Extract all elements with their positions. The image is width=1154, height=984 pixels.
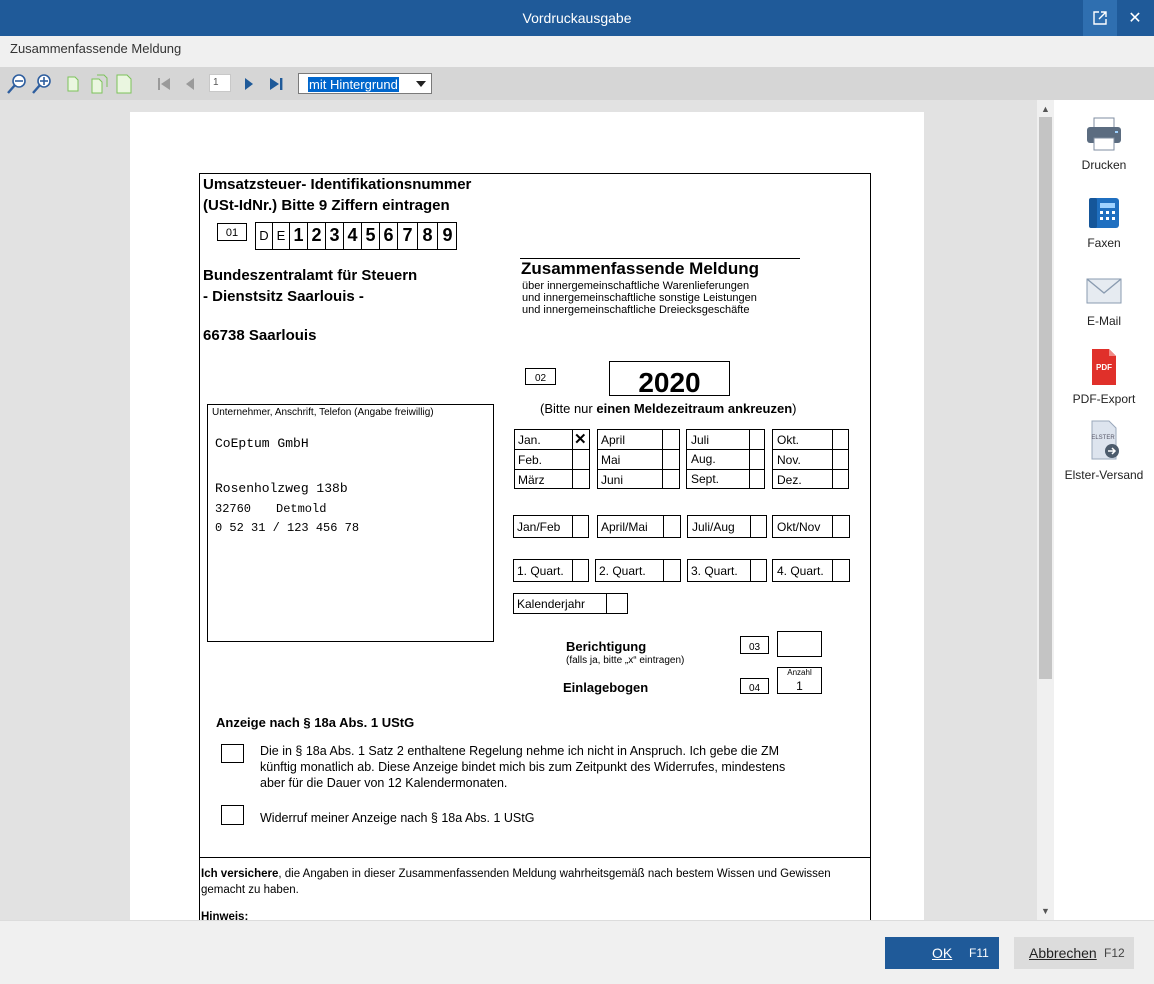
tax-office-name: Bundeszentralamt für Steuern [203, 267, 418, 284]
grid-line [750, 516, 751, 537]
grid-line [663, 560, 664, 581]
period-q4 [772, 559, 850, 582]
grid-line [515, 469, 589, 470]
page-icon [67, 76, 79, 92]
close-icon: ✕ [1128, 10, 1142, 27]
cancel-button[interactable] [1014, 937, 1134, 969]
viewer-toolbar [0, 67, 1154, 100]
zoom-in-icon [31, 73, 53, 95]
pdf-icon-text: PDF [1096, 363, 1112, 372]
ok-button[interactable] [885, 937, 999, 969]
print-button[interactable] [1054, 116, 1154, 172]
chevron-down-icon [416, 81, 426, 87]
zm-subtitle-2: und innergemeinschaftliche sonstige Leistungen [522, 292, 757, 304]
page-number-input[interactable]: 1 [209, 74, 231, 92]
jan-checkmark: ✕ [574, 431, 587, 448]
notice-checkbox-1 [221, 744, 244, 763]
title-bar [0, 0, 1154, 36]
notice-text-3: aber für die Dauer von 12 Kalendermonaten. [260, 776, 508, 790]
month-jan: Jan. [518, 433, 541, 447]
zoom-in-button[interactable] [31, 73, 53, 95]
period-hint-emphasis: einen Meldezeitraum ankreuzen [596, 401, 793, 416]
ustid-title-line2: (USt-IdNr.) Bitte 9 Ziffern eintragen [203, 197, 450, 214]
assurance-line-1 [201, 868, 831, 880]
vertical-scrollbar[interactable] [1037, 100, 1054, 920]
period-calendar-year [513, 593, 628, 614]
elster-icon-text: ELSTER [1091, 435, 1115, 441]
correction-label: Berichtigung [566, 639, 647, 654]
ustid-char: 5 [362, 223, 380, 249]
zm-subtitle-1: über innergemeinschaftliche Warenlieferungen [522, 280, 750, 292]
period-oktnov [772, 515, 850, 538]
ok-shortcut: F11 [969, 946, 989, 960]
ustid-char: 4 [344, 223, 362, 249]
external-window-icon [1093, 11, 1107, 25]
correction-box [777, 631, 822, 657]
grid-line [598, 469, 679, 470]
company-city: Detmold [276, 502, 327, 516]
first-page-button[interactable] [157, 73, 171, 95]
period-q1 [513, 559, 589, 582]
ustid-char: 8 [418, 223, 438, 249]
period-hint-prefix: (Bitte nur [540, 401, 597, 416]
cancel-shortcut: F12 [1104, 946, 1125, 960]
ustid-char: 1 [290, 223, 308, 249]
grid-line [832, 430, 833, 488]
months-q4 [772, 429, 849, 489]
pdf-export-button[interactable] [1054, 348, 1154, 406]
first-page-icon [157, 76, 171, 92]
output-sidebar [1054, 100, 1154, 920]
month-oct: Okt. [777, 433, 800, 447]
fit-page-button[interactable] [116, 73, 132, 95]
company-box-label: Unternehmer, Anschrift, Telefon (Angabe freiwillig) [212, 407, 434, 418]
month-apr: April [601, 433, 626, 447]
period-hint [540, 401, 796, 416]
field-number-03: 03 [740, 636, 769, 654]
elster-send-label: Elster-Versand [1064, 468, 1144, 482]
grid-line [832, 516, 833, 537]
grid-line [687, 449, 764, 450]
grid-line [572, 560, 573, 581]
month-mar: März [518, 473, 545, 487]
field-number-01: 01 [217, 223, 247, 241]
months-q2 [597, 429, 680, 489]
ustid-char: 9 [442, 225, 453, 245]
inserts-count-box [777, 667, 822, 694]
background-select[interactable] [298, 73, 432, 94]
scroll-down-icon[interactable]: ▼ [1041, 906, 1050, 916]
period-aprilmai [597, 515, 681, 538]
zoom-out-button[interactable] [6, 73, 28, 95]
period-label: 2. Quart. [599, 564, 646, 578]
fax-button[interactable] [1054, 194, 1154, 250]
mail-icon [1085, 272, 1123, 308]
elster-icon [1085, 420, 1123, 462]
ok-label: OK [932, 945, 953, 961]
month-dec: Dez. [777, 473, 802, 487]
notice-checkbox-2 [221, 805, 244, 825]
ustid-char: 7 [398, 223, 418, 249]
previous-page-button[interactable] [184, 73, 196, 95]
months-q1 [514, 429, 590, 489]
section-divider [199, 857, 871, 858]
zm-subtitle-3: und innergemeinschaftliche Dreiecksgeschäfte [522, 304, 750, 316]
grid-line [750, 560, 751, 581]
last-page-button[interactable] [269, 73, 285, 95]
next-page-button[interactable] [243, 73, 255, 95]
assurance-rest: , die Angaben in dieser Zusammenfassenden Meldung wahrheitsgemäß nach bestem Wissen und Gewissen [278, 868, 831, 880]
correction-hint: (falls ja, bitte „x“ eintragen) [566, 655, 685, 666]
close-button[interactable] [1118, 0, 1152, 36]
scrollbar-thumb[interactable] [1039, 117, 1052, 679]
period-label: 1. Quart. [517, 564, 564, 578]
ustid-number-field [255, 222, 457, 250]
two-pages-button[interactable] [91, 73, 109, 95]
window-title: Vordruckausgabe [522, 10, 632, 26]
inserts-label: Einlagebogen [563, 680, 649, 695]
ustid-char: 3 [326, 223, 344, 249]
two-pages-icon [91, 74, 109, 94]
grid-line [598, 449, 679, 450]
month-jun: Juni [601, 473, 624, 487]
month-jul: Juli [691, 433, 710, 447]
elster-send-button[interactable] [1054, 420, 1154, 482]
period-label: Juli/Aug [692, 520, 735, 534]
period-juliaug [687, 515, 767, 538]
next-icon [243, 76, 255, 92]
period-label: 4. Quart. [777, 564, 824, 578]
company-street: Rosenholzweg 138b [215, 481, 348, 496]
previous-icon [184, 76, 196, 92]
email-label: E-Mail [1086, 314, 1121, 328]
ustid-char: D [256, 223, 273, 249]
count-label: Anzahl [787, 668, 812, 677]
company-phone: 0 52 31 / 123 456 78 [215, 521, 360, 535]
period-q3 [687, 559, 767, 582]
notice-text-1: Die in § 18a Abs. 1 Satz 2 enthaltene Regelung nehme ich nicht in Anspruch. Ich gebe die ZM [260, 744, 780, 758]
print-label: Drucken [1081, 158, 1127, 172]
full-page-icon [116, 74, 132, 94]
company-address-box [207, 404, 494, 642]
email-button[interactable] [1054, 272, 1154, 328]
grid-line [572, 430, 573, 488]
fax-icon [1085, 194, 1123, 230]
month-nov: Nov. [777, 453, 801, 467]
assurance-line-2: gemacht zu haben. [201, 884, 299, 896]
document-page [130, 112, 924, 920]
tax-office-branch: - Dienstsitz Saarlouis - [203, 288, 364, 305]
grid-line [515, 449, 589, 450]
field-number-04: 04 [740, 678, 769, 694]
field-number-02: 02 [525, 368, 556, 385]
grid-line [662, 430, 663, 488]
grid-line [687, 469, 764, 470]
count-value: 1 [796, 679, 803, 693]
fax-label: Faxen [1087, 236, 1121, 250]
grid-line [773, 469, 848, 470]
tax-office-city: 66738 Saarlouis [203, 327, 317, 344]
reporting-year: 2020 [609, 361, 730, 396]
grid-line [663, 516, 664, 537]
month-feb: Feb. [518, 453, 543, 467]
zoom-out-icon [6, 73, 28, 95]
zm-title: Zusammenfassende Meldung [521, 259, 760, 278]
cancel-label: Abbrechen [1029, 945, 1097, 961]
month-sep: Sept. [691, 472, 720, 486]
ustid-char: E [273, 223, 290, 249]
scroll-up-icon[interactable]: ▲ [1041, 104, 1050, 114]
period-janfeb [513, 515, 589, 538]
grid-line [606, 594, 607, 613]
grid-line [773, 449, 848, 450]
period-label: Jan/Feb [517, 520, 561, 534]
months-q3 [686, 429, 765, 489]
last-page-icon [269, 76, 285, 92]
month-may: Mai [601, 453, 621, 467]
document-viewer[interactable] [0, 100, 1054, 920]
grid-line [832, 560, 833, 581]
popout-button[interactable] [1083, 0, 1117, 36]
period-q2 [595, 559, 681, 582]
notice-title: Anzeige nach § 18a Abs. 1 UStG [216, 715, 415, 730]
hint-label: Hinweis: [201, 911, 249, 920]
grid-line [749, 430, 750, 488]
revocation-text: Widerruf meiner Anzeige nach § 18a Abs. 1 UStG [260, 811, 535, 825]
ustid-char: 2 [308, 223, 326, 249]
period-label: Okt/Nov [777, 520, 821, 534]
company-zip: 32760 [215, 502, 252, 516]
ustid-title-line1: Umsatzsteuer- Identifikationsnummer [203, 176, 472, 193]
dialog-footer [0, 920, 1154, 984]
pdf-export-label: PDF-Export [1072, 392, 1136, 406]
period-label: Kalenderjahr [517, 597, 586, 611]
company-name: CoEptum GmbH [215, 436, 309, 451]
ustid-char: 6 [380, 223, 398, 249]
assurance-bold: Ich versichere [201, 868, 279, 880]
period-label: April/Mai [601, 520, 648, 534]
grid-line [572, 516, 573, 537]
notice-text-2: künftig monatlich ab. Diese Anzeige bindet mich bis zum Zeitpunkt des Widerrufes, mindestens [260, 760, 786, 774]
month-aug: Aug. [691, 452, 716, 466]
pdf-icon [1085, 348, 1123, 386]
single-page-button[interactable] [66, 73, 80, 95]
period-hint-suffix: ) [792, 401, 797, 416]
document-type-label: Zusammenfassende Meldung [10, 41, 182, 56]
printer-icon [1085, 116, 1123, 152]
period-label: 3. Quart. [691, 564, 738, 578]
background-select-value: mit Hintergrund [309, 77, 398, 92]
